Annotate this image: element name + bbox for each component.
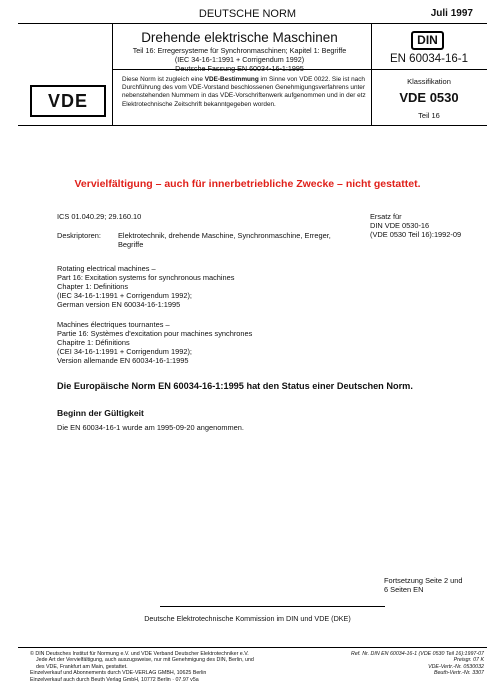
english-line: German version EN 60034-16-1:1995 [57,300,181,309]
subtitle-line: Deutsche Fassung EN 60034-16-1:1995 [175,64,304,73]
english-line: Rotating electrical machines – [57,264,156,273]
french-line: Chapitre 1: Définitions [57,338,130,347]
footer-line: Einzelverkauf und Abonnements durch VDE-VERLAG GMBH, 10625 Berlin [30,670,207,677]
ics-codes: ICS 01.040.29; 29.160.10 [57,212,142,221]
deskriptoren-text: Elektrotechnik, drehende Maschine, Synchronmaschine, Erreger, Begriffe [118,231,331,249]
footer-line: Einzelverkauf auch durch Beuth Verlag GmbH, 10772 Berlin · 07.97 v5a [30,676,199,683]
top-rule [18,23,487,24]
english-line: Chapter 1: Definitions [57,282,129,291]
notice-text: Diese Norm ist zugleich eine [122,76,205,83]
vde-logo-text: VDE [47,91,88,111]
status-statement: Die Europäische Norm EN 60034-16-1:1995 hat den Status einer Deutschen Norm. [57,381,413,391]
din-logo: DIN [411,31,444,50]
french-line: Version allemande EN 60034-16-1:1995 [57,356,189,365]
kommission-rule [160,606,385,607]
copy-warning: Vervielfältigung – auch für innerbetriebliche Zwecke – nicht gestattet. [74,178,421,190]
footer-rule [18,647,487,648]
notice-bold: VDE-Bestimmung [204,76,259,83]
footer-line: Jede Art der Vervielfältigung, auch auszugsweise, nur mit Genehmigung des DIN, Berlin, und [36,657,254,664]
continuation-note [384,576,484,594]
reference-footer [308,651,484,677]
deskriptoren-label: Deskriptoren: [57,231,101,240]
ersatz-line: Ersatz für [370,212,402,221]
vde-notice [122,76,368,109]
klassifikation-label: Klassifikation [407,77,451,86]
footer-line: Preisgr. 07 K [453,657,484,664]
din-number: EN 60034-16-1 [390,53,468,65]
ersatz-line: (VDE 0530 Teil 16):1992-09 [370,230,462,239]
copyright-footer [30,651,300,683]
vde-bottom-rule [18,125,487,126]
english-line: Part 16: Excitation systems for synchronous machines [57,273,235,282]
main-title: Drehende elektrische Maschinen [141,30,338,45]
english-title-block [57,264,317,309]
continuation-line: 6 Seiten EN [384,585,424,594]
document-type: DEUTSCHE NORM [198,8,297,20]
footer-line: VDE-Vertr.-Nr. 0530032 [428,663,484,670]
french-line: (CEI 34-16-1:1991 + Corrigendum 1992); [57,347,192,356]
continuation-line: Fortsetzung Seite 2 und [384,576,463,585]
notice-text: im Sinne von VDE 0022. Sie ist nach Durchführung des vom VDE-Vorstand beschlossenen Genehmigungsverfahrens unter nebenstehenden Nummern in das VDE-Vorschriftenwerk aufgenommen und in der etz Elektrotechnische Zeitschrift bekanntgegeben worden. [122,76,366,108]
footer-line: des VDE, Frankfurt am Main, gestattet. [36,663,128,670]
vde-logo [30,85,106,117]
footer-line: Beuth-Vertr.-Nr. 3307 [433,670,484,677]
english-line: (IEC 34-16-1:1991 + Corrigendum 1992); [57,291,192,300]
french-title-block [57,320,317,365]
subtitle-line: (IEC 34-16-1:1991 + Corrigendum 1992) [174,55,305,64]
french-line: Partie 16: Systèmes d'excitation pour machines synchrones [57,329,253,338]
vde-number: VDE 0530 [399,90,459,105]
issue-date: Juli 1997 [430,8,473,19]
beginn-heading: Beginn der Gültigkeit [57,408,144,418]
beginn-text: Die EN 60034-16-1 wurde am 1995-09-20 angenommen. [57,423,244,432]
subtitle-block [112,46,367,73]
french-line: Machines électriques tournantes – [57,320,170,329]
ersatz-block [370,212,485,239]
footer-line: © DIN Deutsches Institut für Normung e.V. und VDE Verband Deutscher Elektrotechniker e.V. [30,651,249,657]
footer-line: Ref. Nr. DIN EN 60034-16-1 (VDE 0530 Teil 16):1997-07 [351,651,484,657]
kommission-line: Deutsche Elektrotechnische Kommission im DIN und VDE (DKE) [144,614,351,623]
ersatz-line: DIN VDE 0530-16 [370,221,430,230]
teil-label: Teil 16 [418,111,440,120]
right-divider [371,23,372,125]
subtitle-line: Teil 16: Erregersysteme für Synchronmaschinen; Kapitel 1: Begriffe [132,46,347,55]
